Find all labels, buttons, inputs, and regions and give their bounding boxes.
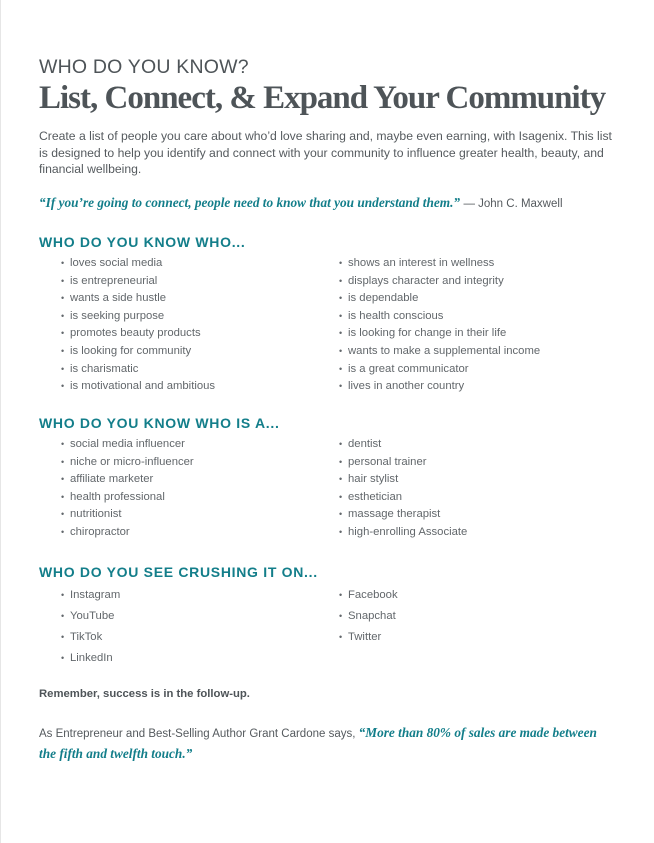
- list-item-text: affiliate marketer: [70, 473, 154, 486]
- bullet-icon: •: [61, 590, 65, 600]
- list-item-text: is dependable: [348, 292, 419, 305]
- list-item-text: social media influencer: [70, 438, 185, 450]
- list-item-text: Facebook: [348, 589, 398, 601]
- list-item: [61, 378, 339, 396]
- list-item-text: is a great communicator: [348, 362, 469, 375]
- section-who-is-a: [39, 414, 619, 542]
- bullet-icon: •: [339, 632, 343, 642]
- bullet-icon: •: [61, 509, 65, 520]
- bullet-list-left: [39, 255, 339, 396]
- bullet-icon: •: [339, 590, 343, 600]
- bullet-icon: •: [339, 328, 343, 339]
- bullet-icon: •: [61, 653, 65, 663]
- list-item: [339, 308, 619, 326]
- bullet-icon: •: [61, 345, 65, 356]
- list-item-text: Instagram: [70, 589, 121, 601]
- list-item-text: massage therapist: [348, 508, 441, 521]
- bullet-icon: •: [61, 381, 65, 392]
- list-item-text: is charismatic: [70, 362, 139, 375]
- bullet-icon: •: [61, 474, 65, 485]
- bullet-icon: •: [339, 275, 343, 286]
- bullet-icon: •: [339, 491, 343, 502]
- list-item: [339, 454, 619, 472]
- remember-note: Remember, success is in the follow-up.: [39, 688, 250, 700]
- list-item-text: chiropractor: [70, 525, 130, 538]
- bullet-icon: •: [61, 275, 65, 286]
- bullet-icon: •: [339, 474, 343, 485]
- list-item-text: Snapchat: [348, 610, 396, 622]
- section-who-do-you-know-who: [39, 233, 619, 396]
- page-title: List, Connect, & Expand Your Community: [39, 80, 606, 116]
- bullet-icon: •: [339, 611, 343, 621]
- list-item: [61, 290, 339, 308]
- bullet-icon: •: [339, 381, 343, 392]
- bullet-icon: •: [61, 526, 65, 537]
- list-item: [339, 471, 619, 489]
- list-item: [61, 471, 339, 489]
- section-crushing-it-on: [39, 563, 619, 669]
- bullet-icon: •: [61, 456, 65, 467]
- closing-block: [39, 723, 614, 765]
- bullet-icon: •: [61, 439, 65, 449]
- maxwell-quote-line: [39, 194, 619, 213]
- bullet-icon: •: [339, 258, 343, 268]
- bullet-icon: •: [61, 611, 65, 621]
- remember-block: [39, 686, 250, 702]
- maxwell-quote-author: — John C. Maxwell: [463, 197, 563, 210]
- list-item: [339, 273, 619, 291]
- list-item: [61, 255, 339, 273]
- list-item: [61, 361, 339, 379]
- list-item: [61, 436, 339, 454]
- list-item: [61, 606, 339, 627]
- bullet-icon: •: [339, 509, 343, 520]
- list-item: [339, 489, 619, 507]
- list-item: [339, 343, 619, 361]
- section-heading: WHO DO YOU KNOW WHO...: [39, 234, 246, 250]
- list-item: [339, 290, 619, 308]
- bullet-icon: •: [339, 439, 343, 449]
- list-item: [339, 325, 619, 343]
- list-item: [61, 648, 339, 669]
- bullet-icon: •: [61, 293, 65, 304]
- list-item: [339, 361, 619, 379]
- list-item: [339, 506, 619, 524]
- closing-lead: As Entrepreneur and Best-Selling Author Grant Cardone says,: [39, 728, 356, 740]
- list-item-text: is entrepreneurial: [70, 274, 158, 287]
- list-item: [61, 325, 339, 343]
- list-item-text: Twitter: [348, 631, 382, 643]
- list-item: [61, 627, 339, 648]
- list-item-text: is looking for community: [70, 344, 192, 357]
- list-item-text: promotes beauty products: [70, 327, 201, 340]
- list-item-text: lives in another country: [348, 380, 465, 393]
- bullet-icon: •: [339, 456, 343, 467]
- closing-paragraph: [39, 723, 614, 765]
- bullet-list-right: [339, 436, 619, 542]
- list-item-text: is motivational and ambitious: [70, 380, 216, 393]
- list-item-text: displays character and integrity: [348, 274, 504, 287]
- list-item-text: dentist: [348, 438, 382, 450]
- list-item-text: niche or micro-influencer: [70, 455, 194, 468]
- bullet-icon: •: [61, 258, 65, 268]
- list-item: [339, 255, 619, 273]
- list-item-text: is looking for change in their life: [348, 327, 507, 340]
- bullet-icon: •: [61, 363, 65, 374]
- list-item-text: TikTok: [70, 631, 103, 643]
- section-heading: WHO DO YOU SEE CRUSHING IT ON...: [39, 564, 318, 580]
- list-item-text: loves social media: [70, 257, 163, 269]
- intro-paragraph: Create a list of people you care about who’d love sharing and, maybe even earning, with Isagenix. This list is designed to help you identify and connect with your community to influence greater health, beauty, and financial wellbeing.: [39, 129, 612, 176]
- bullet-icon: •: [339, 526, 343, 537]
- list-item-text: health professional: [70, 490, 165, 503]
- cardone-quote: “More than 80% of sales are made between the fifth and twelfth touch.”: [39, 725, 597, 761]
- list-item-text: personal trainer: [348, 455, 427, 468]
- list-item: [61, 489, 339, 507]
- list-item: [61, 308, 339, 326]
- kicker-heading: WHO DO YOU KNOW?: [39, 56, 249, 78]
- list-item-text: wants a side hustle: [70, 292, 167, 305]
- list-item-text: hair stylist: [348, 473, 399, 486]
- list-item: [339, 606, 619, 627]
- list-item-text: high-enrolling Associate: [348, 525, 468, 538]
- list-item-text: wants to make a supplemental income: [348, 344, 541, 357]
- list-item: [61, 506, 339, 524]
- list-item: [339, 585, 619, 606]
- maxwell-quote: “If you’re going to connect, people need to know that you understand them.”: [39, 194, 461, 210]
- page-edge: [0, 0, 1, 843]
- list-item-text: LinkedIn: [70, 652, 113, 664]
- bullet-list-right: [339, 255, 619, 396]
- bullet-icon: •: [61, 632, 65, 642]
- list-item-text: esthetician: [348, 490, 403, 503]
- list-item: [339, 524, 619, 542]
- list-item-text: YouTube: [70, 610, 115, 622]
- bullet-icon: •: [339, 345, 343, 356]
- list-item: [339, 436, 619, 454]
- bullet-list-left: [39, 436, 339, 542]
- bullet-list-right: [339, 585, 619, 669]
- document-page: [39, 56, 619, 761]
- list-item: [61, 343, 339, 361]
- list-item: [339, 378, 619, 396]
- bullet-icon: •: [61, 491, 65, 502]
- bullet-icon: •: [339, 310, 343, 321]
- list-item-text: is seeking purpose: [70, 309, 165, 322]
- bullet-icon: •: [339, 293, 343, 304]
- list-item-text: is health conscious: [348, 309, 444, 322]
- list-item-text: shows an interest in wellness: [348, 257, 495, 269]
- bullet-list-left: [39, 585, 339, 669]
- list-item: [61, 585, 339, 606]
- bullet-icon: •: [339, 363, 343, 374]
- list-item: [339, 627, 619, 648]
- section-heading: WHO DO YOU KNOW WHO IS A...: [39, 415, 280, 431]
- list-item-text: nutritionist: [70, 508, 122, 521]
- list-item: [61, 273, 339, 291]
- bullet-icon: •: [61, 310, 65, 321]
- list-item: [61, 454, 339, 472]
- list-item: [61, 524, 339, 542]
- bullet-icon: •: [61, 328, 65, 339]
